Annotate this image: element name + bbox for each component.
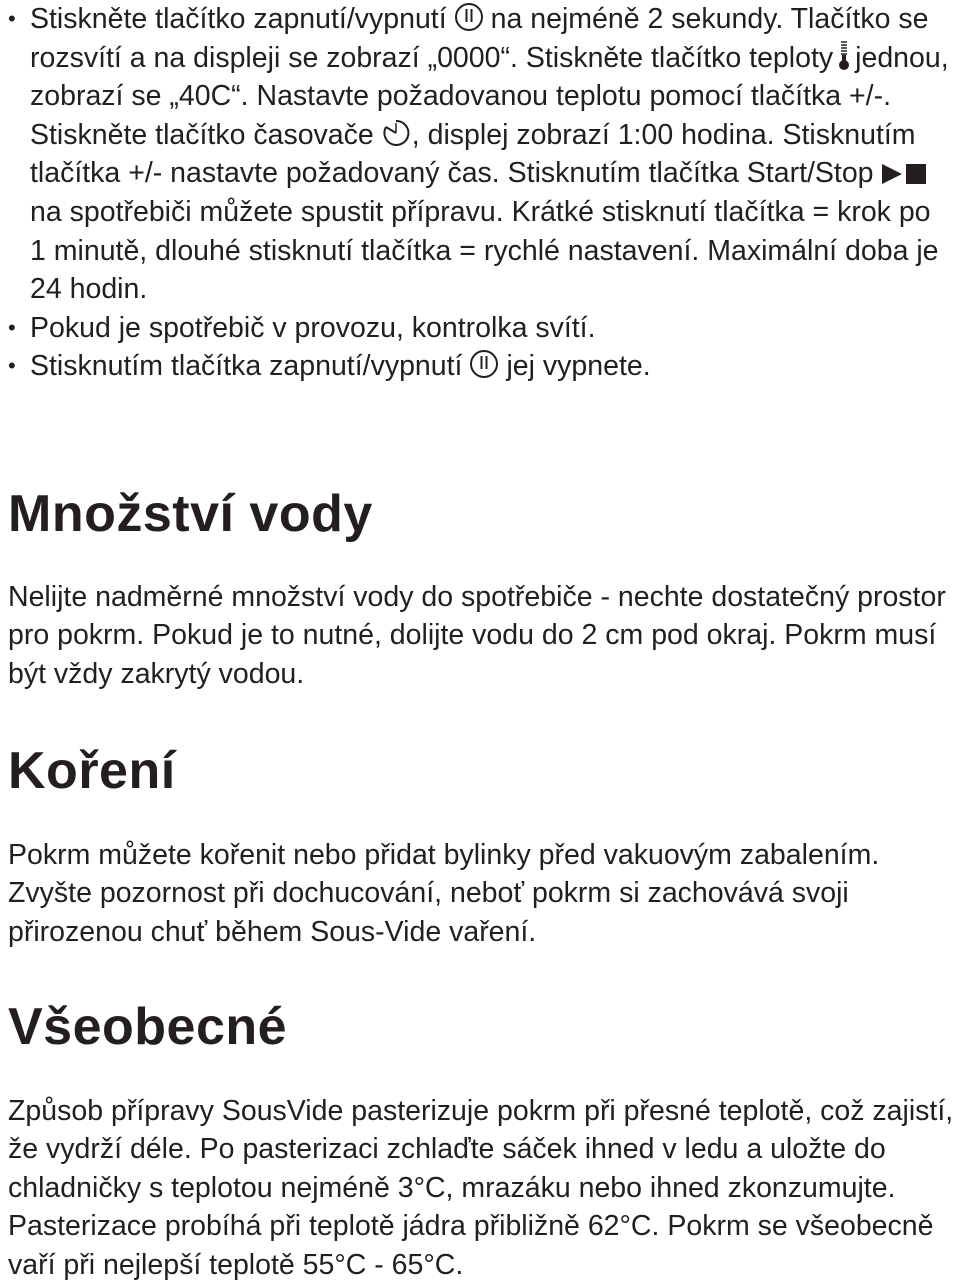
bullet-text: Pokud je spotřebič v provozu, kontrolka svítí. (30, 311, 596, 344)
bullet-text: jednou, zobrazí se „40C“. Nastavte požadovanou teplotu pomocí tlačítka +/-. Stiskněte tlačítko časovače (30, 41, 949, 151)
bullet-text: na spotřebiči můžete spustit přípravu. Krátké stisknutí tlačítka = krok po 1 minutě, dlouhé stisknutí tlačítka = rychlé nastavení. Maximální doba je 24 hodin. (30, 195, 939, 306)
timer-icon (380, 118, 412, 148)
bullet-item-switch-off (8, 347, 954, 386)
bullet-text: Stisknutím tlačítka zapnutí/vypnutí (30, 350, 463, 383)
power-icon (453, 2, 485, 32)
bullet-text: jej vypnete. (506, 350, 651, 383)
bullet-glyph: • (8, 6, 16, 31)
bullet-glyph: • (8, 353, 16, 379)
bullet-item-indicator (8, 309, 954, 348)
instruction-bullets (8, 0, 954, 386)
section-text-water: Nelijte nadměrné množství vody do spotřebiče - nechte dostatečný prostor pro pokrm. Pokud je to nutné, dolijte vodu do 2 cm pod okraj. Pokrm musí být vždy zakrytý vodou. (8, 581, 946, 690)
power-icon (468, 349, 500, 379)
bullet-text: Stiskněte tlačítko zapnutí/vypnutí (30, 3, 447, 35)
section-text-general: Způsob přípravy SousVide pasterizuje pokrm při přesné teplotě, což zajistí, že vydrží déle. Po pasterizaci zchlaďte sáček ihned v ledu a uložte do chladničky s teplotou nejméně 3°C, mrazáku nebo ihned zkonzumujte. Pasterizace probíhá při teplotě jádra přibližně 62°C. Pokrm se všeobecně vaří při nejlepší teplotě 55°C - 65°C. (8, 1095, 954, 1281)
bullet-text: na nejméně 2 sekundy. Tlačítko se rozsvítí a na displeji se zobrazí „0000“. Stiskněte tlačítko teploty (30, 3, 929, 74)
bullet-text: , displej zobrazí 1:00 hodina. Stisknutím tlačítka +/- nastavte požadovaný čas. Stisknutím tlačítka Start/Stop (30, 118, 916, 190)
thermometer-icon (837, 39, 851, 71)
section-heading-water: Množství vody (8, 485, 373, 543)
section-heading-spices: Koření (8, 742, 176, 800)
section-heading-general: Všeobecné (8, 998, 288, 1056)
bullet-item-operation (8, 0, 954, 309)
manual-page (8, 0, 954, 1281)
play-stop-icon (880, 162, 930, 186)
section-text-spices: Pokrm můžete kořenit nebo přidat bylinky před vakuovým zabalením. Zvyšte pozornost při dochucování, neboť pokrm si zachovává svoji přirozenou chuť během Sous-Vide vaření. (8, 839, 880, 948)
bullet-glyph: • (8, 314, 16, 340)
